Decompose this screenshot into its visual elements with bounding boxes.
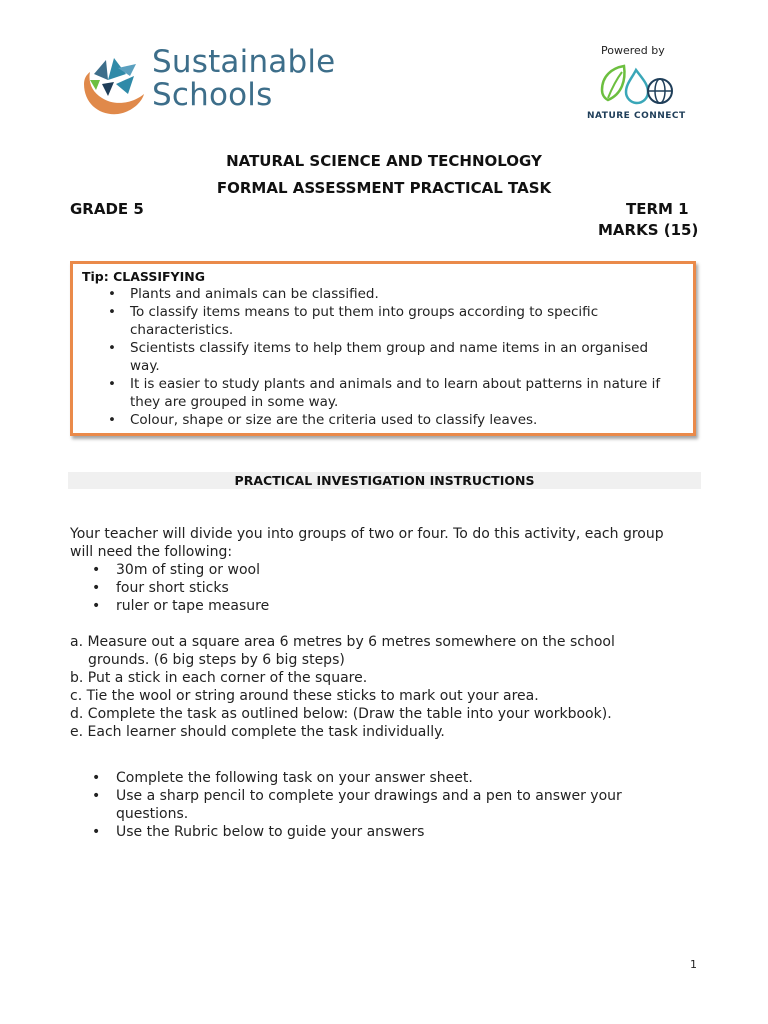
list-item: • Plants and animals can be classified. (83, 285, 673, 303)
intro-paragraph: Your teacher will divide you into groups of two or four. To do this activity, each group will need the following: (70, 526, 664, 560)
page-number: 1 (690, 958, 697, 971)
list-item: • To classify items means to put them into groups according to specific characteristics. (83, 303, 673, 339)
nature-connect-logo-icon (598, 64, 676, 108)
powered-by-label: Powered by (601, 44, 665, 57)
list-item: • Scientists classify items to help them group and name items in an organised way. (83, 339, 673, 375)
step-item: a. Measure out a square area 6 metres by 6 metres somewhere on the school grounds. (6 big steps by 6 big steps) (70, 634, 615, 668)
task-notes-list (70, 769, 670, 841)
list-item: • four short sticks (70, 579, 670, 597)
term-label: TERM 1 (626, 200, 689, 218)
list-item: • ruler or tape measure (70, 597, 670, 615)
list-item: • It is easier to study plants and animals and to learn about patterns in nature if they are grouped in some way. (83, 375, 673, 411)
list-item: • Colour, shape or size are the criteria used to classify leaves. (83, 411, 673, 429)
tip-box (70, 261, 696, 436)
step-item: c. Tie the wool or string around these sticks to mark out your area. (70, 688, 539, 704)
step-item: d. Complete the task as outlined below: (Draw the table into your workbook). (70, 706, 612, 722)
tip-list (83, 285, 673, 429)
brand-line-1: Sustainable (152, 44, 336, 80)
section-heading: PRACTICAL INVESTIGATION INSTRUCTIONS (234, 473, 535, 488)
list-item: • Use a sharp pencil to complete your drawings and a pen to answer your questions. (70, 787, 670, 823)
brand-name (152, 46, 335, 112)
steps-list (70, 633, 680, 741)
list-item: • 30m of sting or wool (70, 561, 670, 579)
sustainable-schools-logo-icon (78, 50, 148, 118)
page-title: NATURAL SCIENCE AND TECHNOLOGY (226, 152, 542, 170)
grade-label: GRADE 5 (70, 200, 144, 218)
materials-list (70, 561, 670, 615)
step-item: e. Each learner should complete the task individually. (70, 724, 445, 740)
list-item: • Use the Rubric below to guide your answers (70, 823, 670, 841)
marks-label: MARKS (15) (598, 221, 699, 239)
page-subtitle: FORMAL ASSESSMENT PRACTICAL TASK (216, 179, 552, 197)
tip-title: Tip: CLASSIFYING (82, 269, 205, 284)
step-item: b. Put a stick in each corner of the square. (70, 670, 368, 686)
list-item: • Complete the following task on your answer sheet. (70, 769, 670, 787)
nature-connect-label: NATURE CONNECT (587, 111, 686, 121)
brand-line-2: Schools (152, 77, 273, 113)
